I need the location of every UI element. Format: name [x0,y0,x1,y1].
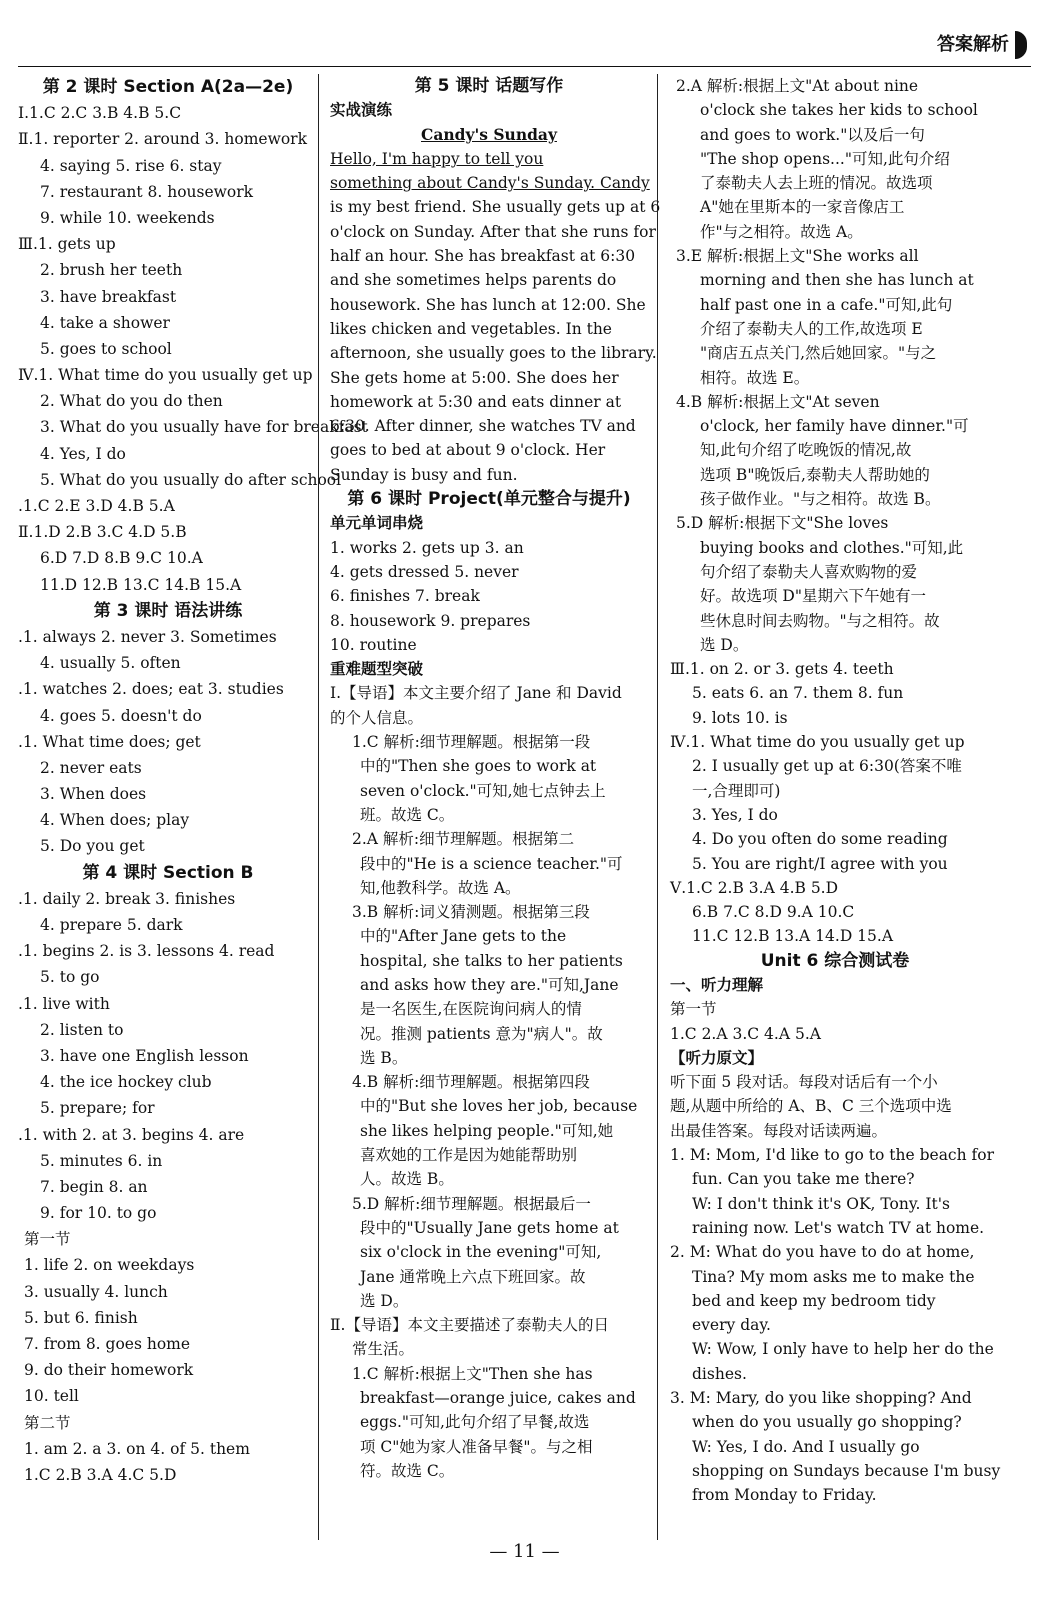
col2-line: six o'clock in the evening"可知, [360,1243,602,1262]
col3-line: 4. Do you often do some reading [692,830,948,849]
col1-line: 4. goes 5. doesn't do [40,706,202,725]
col3-line: 2.A 解析:根据上文"At about nine [676,77,919,95]
col2-line: Sunday is busy and fun. [330,465,518,484]
col3-line: 3.E 解析:根据上文"She works all [676,247,919,266]
col1-line: 9. while 10. weekends [40,208,215,227]
col1-line: 第 4 课时 Section B [82,862,254,883]
col2-line: seven o'clock."可知,她七点钟去上 [360,781,606,800]
col1-line: 4. take a shower [40,313,170,332]
col2-line: is my best friend. She usually gets up at 6 [330,198,661,217]
col2-line: 第 6 课时 Project(单元整合与提升) [347,489,631,510]
col3-line: when do you usually go shopping? [692,1413,962,1432]
col3-line: 2. I usually get up at 6:30(答案不唯 [692,757,962,776]
col2-line: Ⅱ.【导语】本文主要描述了泰勒夫人的日 [330,1316,609,1335]
col1-line: 1. am 2. a 3. on 4. of 5. them [24,1439,250,1458]
col1-line: 5. prepare; for [40,1099,155,1118]
col2-line: Candy's Sunday [421,124,557,144]
col2-line: 常生活。 [352,1340,415,1359]
col1-line: 3. have one English lesson [40,1046,249,1065]
col3-line: morning and then she has lunch at [700,271,974,290]
col1-line: Ⅱ.1. reporter 2. around 3. homework [18,130,307,149]
col3-line: 5. eats 6. an 7. them 8. fun [692,684,904,703]
col1-line: 6.D 7.D 8.B 9.C 10.A [40,549,203,568]
col3-line: 5. You are right/I agree with you [692,854,948,873]
col2-line: 中的"But she loves her job, because [360,1097,638,1116]
col3-line: Ⅳ.1. What time do you usually get up [670,733,965,752]
col3-line: 介绍了泰勒夫人的工作,故选项 E [700,319,923,338]
col3-line: 选项 B"晚饭后,泰勒夫人帮助她的 [700,465,930,484]
col3-line: 一,合理即可) [692,781,781,800]
col1-line: Ⅰ.1.C 2.C 3.B 4.B 5.C [18,104,182,123]
col3-line: and goes to work."以及后一句 [700,125,925,144]
col2-line: 1.C 解析:根据上文"Then she has [352,1364,593,1383]
col3-line: A"她在里斯本的一家音像店工 [700,198,905,217]
col3-line: 出最佳答案。每段对话读两遍。 [670,1121,888,1140]
col1-line: 3. What do you usually have for breakfast [40,418,368,437]
col1-line: 11.D 12.B 13.C 14.B 15.A [40,575,242,594]
col1-line: 7. restaurant 8. housework [40,182,254,201]
col1-line: 5. minutes 6. in [40,1151,163,1170]
col2-line: 中的"Then she goes to work at [360,757,597,776]
col2-line: and asks how they are."可知,Jane [360,975,619,994]
col1-line: 5. Do you get [40,837,145,856]
col1-line: Ⅲ.1. gets up [18,235,116,254]
col1-line: .1. always 2. never 3. Sometimes [18,627,277,646]
col3-line: every day. [692,1316,771,1335]
col2-line: 项 C"她为家人准备早餐"。与之相 [360,1437,593,1456]
col1-line: 4. usually 5. often [40,654,181,673]
col3-line: 3. M: Mary, do you like shopping? And [670,1389,972,1408]
col3-line: Unit 6 综合测试卷 [760,950,910,971]
col2-line: 喜欢她的工作是因为她能帮助别 [360,1146,578,1165]
col3-line: W: Wow, I only have to help her do the [692,1340,994,1359]
col2-line: 2.A 解析:细节理解题。根据第二 [352,830,575,849]
col2-line: 班。故选 C。 [360,805,455,824]
col2-line: 6. finishes 7. break [330,587,480,606]
col1-line: 7. begin 8. an [40,1177,148,1196]
col2-line: she likes helping people."可知,她 [360,1121,614,1140]
col1-line: .1. What time does; get [18,732,201,751]
col3-line: 知,此句介绍了吃晚饭的情况,故 [700,441,912,460]
col1-line: 4. saying 5. rise 6. stay [40,156,222,175]
col1-line: 2. brush her teeth [40,261,183,280]
column-divider-2 [657,74,658,1540]
column-3 [670,74,1000,1508]
col3-line: 听下面 5 段对话。每段对话后有一个小 [670,1073,938,1092]
col2-line: She gets home at 5:00. She does her [330,368,619,387]
col2-line: 8. housework 9. prepares [330,611,531,630]
col1-line: .1. live with [18,994,110,1013]
col2-line: 段中的"Usually Jane gets home at [360,1218,619,1237]
col1-line: Ⅱ.1.D 2.B 3.C 4.D 5.B [18,523,187,542]
col1-line: 4. the ice hockey club [40,1073,212,1092]
col2-line: 重难题型突破 [330,660,424,679]
col1-line: 3. When does [40,785,147,804]
col1-line: 9. do their homework [24,1361,194,1380]
col1-line: 9. for 10. to go [40,1204,157,1223]
col1-line: .1. begins 2. is 3. lessons 4. read [18,942,275,961]
col3-line: 相符。故选 E。 [700,368,810,387]
col2-line: 段中的"He is a science teacher."可 [360,854,623,873]
col1-line: 第一节 [24,1230,71,1249]
col1-line: .1. daily 2. break 3. finishes [18,889,236,908]
column-divider-1 [318,74,319,1540]
col3-line: 6.B 7.C 8.D 9.A 10.C [692,903,855,922]
col3-line: 1. M: Mom, I'd like to go to the beach for [670,1146,995,1165]
col2-line: half an hour. She has breakfast at 6:30 [330,247,636,266]
col2-line: likes chicken and vegetables. In the [330,319,612,338]
col2-line: 6:30. After dinner, she watches TV and [330,417,636,436]
col1-line: 4. Yes, I do [40,444,126,463]
page-number: — 11 — [489,1541,560,1562]
col2-line: eggs."可知,此句介绍了早餐,故选 [360,1413,590,1432]
col2-line: housework. She has lunch at 12:00. She [330,295,646,314]
header-tab-marker [1015,31,1027,59]
col3-line: 好。故选项 D"星期六下午她有一 [700,587,926,606]
col1-line: 10. tell [24,1387,79,1406]
col3-line: 3. Yes, I do [692,805,778,824]
col1-line: 1. life 2. on weekdays [24,1256,195,1275]
col3-line: "商店五点关门,然后她回家。"与之 [700,344,937,363]
page-header [937,30,1027,59]
col2-line: 单元单词串烧 [330,514,424,533]
col2-line: 人。故选 B。 [360,1170,454,1189]
col1-line: 5. to go [40,968,100,987]
col3-line: from Monday to Friday. [692,1486,877,1505]
col2-line: 选 D。 [360,1291,409,1310]
col2-line: 10. routine [330,635,417,654]
col2-line: 5.D 解析:细节理解题。根据最后一 [352,1194,591,1213]
col3-line: 11.C 12.B 13.A 14.D 15.A [692,927,894,946]
col1-line: .1.C 2.E 3.D 4.B 5.A [18,497,175,515]
col1-line: 2. never eats [40,758,142,777]
col1-line: 3. usually 4. lunch [24,1282,168,1301]
col2-line: 况。推测 patients 意为"病人"。故 [360,1024,603,1043]
col2-line: something about Candy's Sunday. Candy [330,174,650,193]
col3-line: 题,从题中所给的 A、B、C 三个选项中选 [670,1097,952,1116]
col2-line: hospital, she talks to her patients [360,951,623,970]
col3-line: W: I don't think it's OK, Tony. It's [692,1194,950,1213]
col2-line: 3.B 解析:词义猜测题。根据第三段 [352,903,590,922]
col3-line: 了泰勒夫人去上班的情况。故选项 [700,174,933,193]
col2-line: breakfast—orange juice, cakes and [360,1389,636,1408]
col3-line: "The shop opens..."可知,此句介绍 [700,149,950,168]
col1-line: 2. What do you do then [40,392,223,411]
col1-line: 1.C 2.B 3.A 4.C 5.D [24,1465,177,1484]
column-2 [330,74,661,1483]
col1-line: 5. but 6. finish [24,1308,138,1327]
col1-line: 4. prepare 5. dark [40,916,183,934]
col3-line: 1.C 2.A 3.C 4.A 5.A [670,1024,821,1043]
col2-line: 知,他教科学。故选 A。 [360,878,521,897]
col2-line: 1. works 2. gets up 3. an [330,538,524,557]
col2-line: 4. gets dressed 5. never [330,562,519,581]
col2-line: 是一名医生,在医院询问病人的情 [360,1000,582,1019]
col2-line: goes to bed at about 9 o'clock. Her [330,441,606,460]
col2-line: homework at 5:30 and eats dinner at [330,392,622,411]
col3-line: o'clock, her family have dinner."可 [700,417,969,436]
col2-line: Jane 通常晚上六点下班回家。故 [360,1267,586,1286]
col1-line: 2. listen to [40,1020,124,1039]
col2-line: Ⅰ.【导语】本文主要介绍了 Jane 和 David [330,684,622,703]
col3-line: 9. lots 10. is [692,708,788,727]
col3-line: buying books and clothes."可知,此 [700,538,964,557]
col3-line: 【听力原文】 [670,1048,764,1067]
col3-line: half past one in a cafe."可知,此句 [700,295,953,314]
col3-line: 选 D。 [700,635,749,654]
col3-line: raining now. Let's watch TV at home. [692,1218,985,1237]
col3-line: o'clock she takes her kids to school [700,101,978,120]
col1-line: 5. What do you usually do after school [40,470,342,489]
header-title: 答案解析 [937,34,1009,55]
col1-line: 第 2 课时 Section A(2a—2e) [42,77,294,97]
col3-line: Ⅴ.1.C 2.B 3.A 4.B 5.D [670,878,839,897]
col3-line: W: Yes, I do. And I usually go [692,1437,920,1456]
col2-line: 符。故选 C。 [360,1461,455,1480]
col2-line: Hello, I'm happy to tell you [330,149,544,168]
col3-line: 句介绍了泰勒夫人喜欢购物的爱 [700,562,918,581]
col2-line: 选 B。 [360,1048,408,1067]
header-rule [18,66,1031,67]
col2-line: 4.B 解析:细节理解题。根据第四段 [352,1073,590,1092]
col3-line: Ⅲ.1. on 2. or 3. gets 4. teeth [670,660,894,679]
col3-line: Tina? My mom asks me to make the [692,1267,975,1286]
col1-line: 第二节 [24,1413,71,1432]
col1-line: .1. watches 2. does; eat 3. studies [18,680,284,699]
col2-line: afternoon, she usually goes to the library. [330,344,657,363]
col3-line: 孩子做作业。"与之相符。故选 B。 [700,490,941,509]
col2-line: 第 5 课时 话题写作 [414,76,564,96]
col3-line: bed and keep my bedroom tidy [692,1291,936,1310]
col3-line: fun. Can you take me there? [692,1170,915,1189]
col2-line: 1.C 解析:细节理解题。根据第一段 [352,733,591,752]
col2-line: 的个人信息。 [330,708,424,727]
col2-line: o'clock on Sunday. After that she runs for [330,222,656,241]
col3-line: 些休息时间去购物。"与之相符。故 [700,611,940,630]
col3-line: 5.D 解析:根据下文"She loves [676,514,889,533]
col1-line: 4. When does; play [40,811,190,830]
col2-line: and she sometimes helps parents do [330,271,617,290]
col1-line: 7. from 8. goes home [24,1335,191,1353]
col2-line: 中的"After Jane gets to the [360,927,567,946]
col3-line: shopping on Sundays because I'm busy [692,1461,1001,1480]
col3-line: 2. M: What do you have to do at home, [670,1243,975,1262]
col3-line: 一、听力理解 [670,975,764,994]
col1-line: Ⅳ.1. What time do you usually get up [18,366,313,385]
col2-line: 实战演练 [330,101,393,120]
col1-line: 3. have breakfast [40,287,177,306]
col3-line: 作"与之相符。故选 A。 [700,222,863,241]
col3-line: dishes. [692,1364,747,1383]
col1-line: 第 3 课时 语法讲练 [93,600,243,621]
col1-line: .1. with 2. at 3. begins 4. are [18,1125,245,1144]
col3-line: 第一节 [670,1000,717,1019]
col3-line: 4.B 解析:根据上文"At seven [676,392,880,411]
col1-line: 5. goes to school [40,339,172,358]
